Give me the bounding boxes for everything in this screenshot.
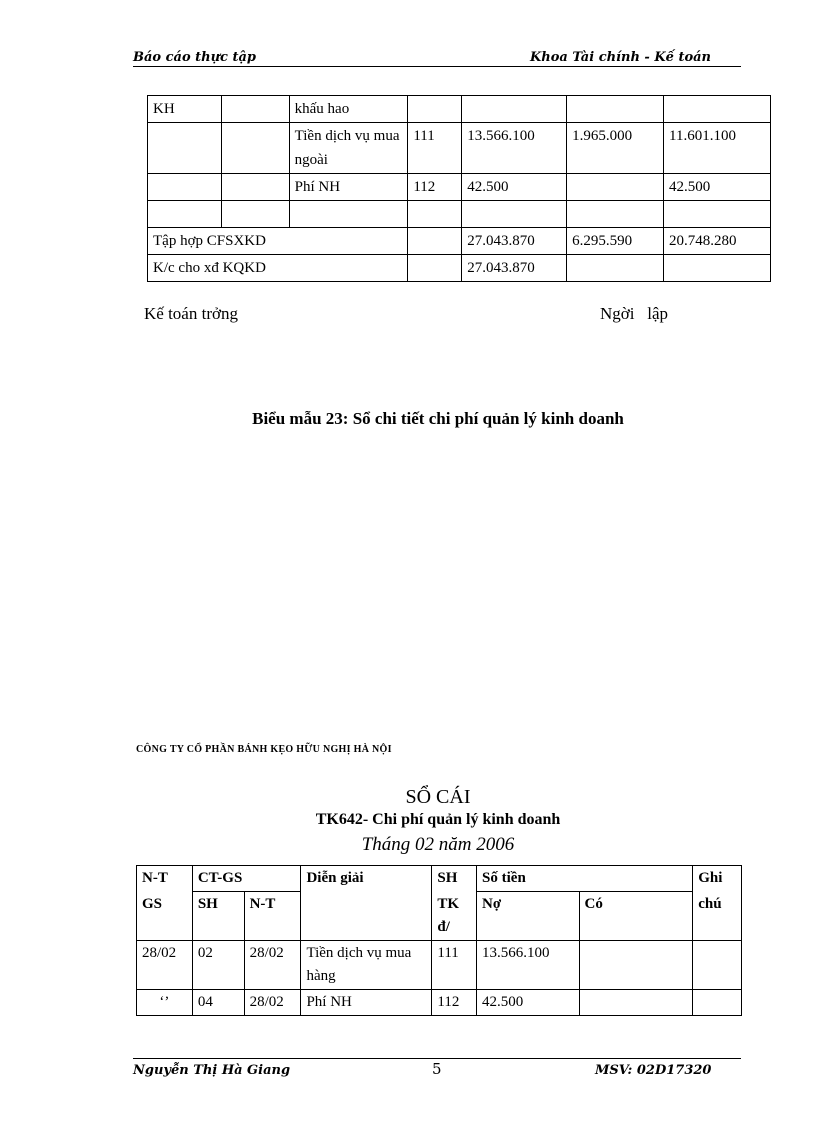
- table-cell: [567, 255, 664, 282]
- table-cell: [567, 201, 664, 228]
- header-ghi-chu-b: chú: [693, 892, 742, 941]
- table-row: [137, 989, 742, 1015]
- total-label: Tập hợp CFSXKD: [148, 228, 408, 255]
- footer-author: Nguyễn Thị Hà Giang: [133, 1063, 291, 1078]
- chief-accountant-signature: Kế toán trởng: [144, 304, 238, 323]
- transfer-row: [148, 255, 771, 282]
- header-left: Báo cáo thực tập: [133, 50, 257, 65]
- table-cell: 6.295.590: [567, 228, 664, 255]
- general-ledger-table: [136, 865, 742, 1016]
- table-cell: 13.566.100: [462, 123, 567, 174]
- table-cell: 28/02: [244, 989, 301, 1015]
- table-cell: 112: [408, 174, 462, 201]
- table-cell: [148, 123, 222, 174]
- table-cell: [148, 174, 222, 201]
- table-cell: 27.043.870: [462, 228, 567, 255]
- table-cell: [462, 201, 567, 228]
- table-row: [137, 940, 742, 989]
- table-cell: Phí NH: [301, 989, 432, 1015]
- table-row: [148, 96, 771, 123]
- table-cell: [664, 255, 771, 282]
- table-cell: [567, 96, 664, 123]
- table-cell: 42.500: [664, 174, 771, 201]
- table-cell: 111: [408, 123, 462, 174]
- footer-student-id: MSV: 02D17320: [595, 1063, 712, 1078]
- table-cell: Phí NH: [289, 174, 408, 201]
- header-rule: [133, 66, 741, 67]
- table-cell: KH: [148, 96, 222, 123]
- footer-rule: [133, 1058, 741, 1059]
- table-cell: [221, 174, 289, 201]
- table-cell: [579, 989, 693, 1015]
- table-cell: [693, 989, 742, 1015]
- table-cell: 27.043.870: [462, 255, 567, 282]
- header-nt-gs-top: N-T: [137, 866, 193, 892]
- table-cell: [664, 96, 771, 123]
- table-cell: 13.566.100: [477, 940, 580, 989]
- header-co: Có: [579, 892, 693, 941]
- table-cell: [289, 201, 408, 228]
- header-shtk-bc: [432, 892, 477, 941]
- table-cell: Tiền dịch vụ mua hàng: [301, 940, 432, 989]
- company-name: CÔNG TY CỔ PHẦN BÁNH KẸO HỮU NGHỊ HÀ NỘI: [136, 744, 392, 755]
- table-cell: [408, 228, 462, 255]
- ledger-month: Tháng 02 năm 2006: [361, 834, 515, 855]
- table-cell: 28/02: [137, 940, 193, 989]
- table-row: [148, 201, 771, 228]
- page-number: 5: [432, 1060, 442, 1078]
- table-cell: 112: [432, 989, 477, 1015]
- table-cell: 1.965.000: [567, 123, 664, 174]
- table-cell: [408, 96, 462, 123]
- header-ct-gs: CT-GS: [192, 866, 301, 892]
- transfer-label: K/c cho xđ KQKD: [148, 255, 408, 282]
- table-row: [148, 174, 771, 201]
- table-cell: [221, 201, 289, 228]
- table-cell: 42.500: [462, 174, 567, 201]
- table-cell: 02: [192, 940, 244, 989]
- header-nt: N-T: [244, 892, 301, 941]
- table-cell: 28/02: [244, 940, 301, 989]
- table-cell: [462, 96, 567, 123]
- header-no: Nợ: [477, 892, 580, 941]
- form-title: Biểu mẫu 23: Sổ chi tiết chi phí quản lý kinh doanh: [252, 409, 624, 428]
- table-cell: ‘’: [137, 989, 193, 1015]
- header-shtk-a: SH: [432, 866, 477, 892]
- expense-detail-table: [147, 95, 771, 282]
- header-so-tien: Số tiền: [477, 866, 693, 892]
- table-cell: khấu hao: [289, 96, 408, 123]
- table-cell: 11.601.100: [664, 123, 771, 174]
- total-row: [148, 228, 771, 255]
- table-cell: Tiền dịch vụ mua ngoài: [289, 123, 408, 174]
- table-cell: [579, 940, 693, 989]
- table-cell: [148, 201, 222, 228]
- ledger-subtitle: TK642- Chi phí quản lý kinh doanh: [315, 811, 561, 828]
- header-dien-giai: Diễn giải: [301, 866, 432, 941]
- header-ghi-chu-a: Ghi: [693, 866, 742, 892]
- table-cell: 20.748.280: [664, 228, 771, 255]
- header-nt-gs-bottom: GS: [137, 892, 193, 941]
- table-cell: [221, 96, 289, 123]
- table-cell: [408, 201, 462, 228]
- header-right: Khoa Tài chính - Kế toán: [530, 50, 711, 65]
- table-cell: [693, 940, 742, 989]
- preparer-signature: Ngời lập: [600, 304, 669, 323]
- table-cell: [664, 201, 771, 228]
- header-row: [137, 892, 742, 941]
- table-cell: 42.500: [477, 989, 580, 1015]
- ledger-title: SỔ CÁI: [405, 786, 471, 808]
- header-sh: SH: [192, 892, 244, 941]
- table-cell: [408, 255, 462, 282]
- header-row: [137, 866, 742, 892]
- table-cell: 04: [192, 989, 244, 1015]
- table-row: [148, 123, 771, 174]
- table-cell: [567, 174, 664, 201]
- table-cell: 111: [432, 940, 477, 989]
- header-shtk-b: TK: [437, 895, 460, 912]
- header-shtk-c: đ/: [437, 918, 450, 935]
- table-cell: [221, 123, 289, 174]
